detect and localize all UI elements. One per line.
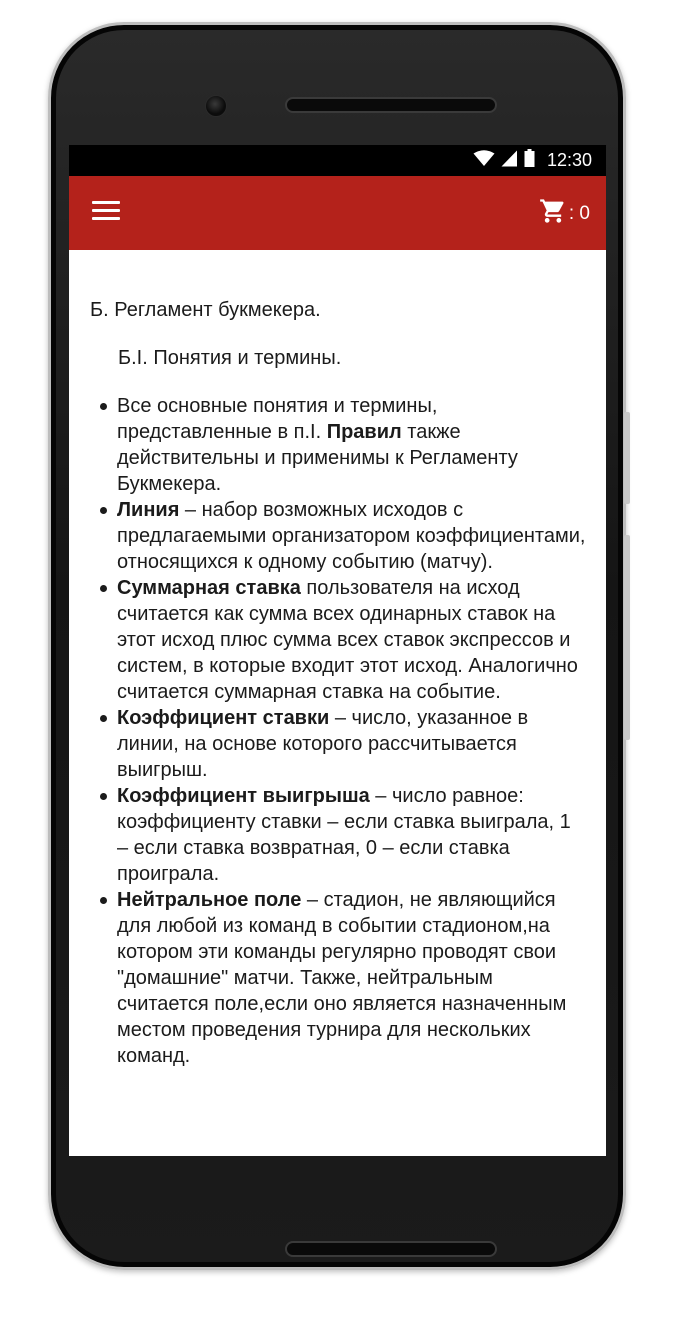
- cart-count: : 0: [568, 202, 590, 224]
- earpiece-speaker: [285, 97, 497, 113]
- item-term: Коэффициент выигрыша: [117, 785, 370, 807]
- item-term: Нейтральное поле: [117, 889, 302, 911]
- item-text: – число, указанное в линии, на основе которого рассчитывается выигрыш.: [117, 707, 529, 781]
- hamburger-menu-icon[interactable]: [92, 201, 120, 225]
- terms-list: [90, 393, 586, 1069]
- item-text: – число равное: коэффициенту ставки – если ставка выиграла, 1 – если ставка возвратная, 0 – если ставка проиграла.: [117, 785, 571, 885]
- status-bar: [69, 145, 606, 176]
- item-term: Коэффициент ставки: [117, 707, 330, 729]
- list-item: [117, 887, 586, 1069]
- app-bar: [69, 176, 606, 250]
- item-term: Суммарная ставка: [117, 577, 301, 599]
- bottom-speaker: [285, 1241, 497, 1257]
- list-item: [117, 783, 586, 887]
- item-term: Линия: [117, 499, 180, 521]
- volume-rocker: [624, 535, 630, 740]
- item-text: пользователя на исход считается как сумма всех одинарных ставок на этот исход плюс сумма всех ставок экспрессов и систем, в которые входит этот исход. Аналогично считается суммарная ставка на событие.: [117, 577, 578, 703]
- list-item: [117, 575, 586, 705]
- subsection-title: Б.I. Понятия и термины.: [118, 347, 342, 369]
- cart-button[interactable]: [539, 197, 590, 230]
- list-item: [117, 705, 586, 783]
- status-time: 12:30: [546, 150, 592, 170]
- signal-icon: [501, 150, 518, 172]
- list-item: [117, 393, 586, 497]
- wifi-icon: [473, 150, 495, 172]
- section-title: Б. Регламент букмекера.: [90, 299, 321, 321]
- item-text: – набор возможных исходов с предлагаемыми организатором коэффициентами, относящихся к одному событию (матчу).: [117, 499, 586, 573]
- item-text: – стадион, не являющийся для любой из команд в событии стадионом,на котором эти команды регулярно проводят свои "домашние" матчи. Также, нейтральным считается поле,если оно является назначенным местом проведения турнира для нескольких команд.: [117, 889, 567, 1067]
- screen: [69, 145, 606, 1156]
- shopping-cart-icon: [539, 197, 567, 230]
- front-camera: [205, 95, 227, 117]
- power-button: [624, 412, 630, 504]
- list-item: [117, 497, 586, 575]
- item-text: также действительны и применимы к Регламенту Букмекера.: [117, 421, 518, 495]
- battery-icon: [524, 149, 535, 172]
- item-text: Все основные понятия и термины, представленные в п.I.: [117, 395, 438, 443]
- item-term: Правил: [326, 421, 402, 443]
- rules-content: [69, 250, 606, 1069]
